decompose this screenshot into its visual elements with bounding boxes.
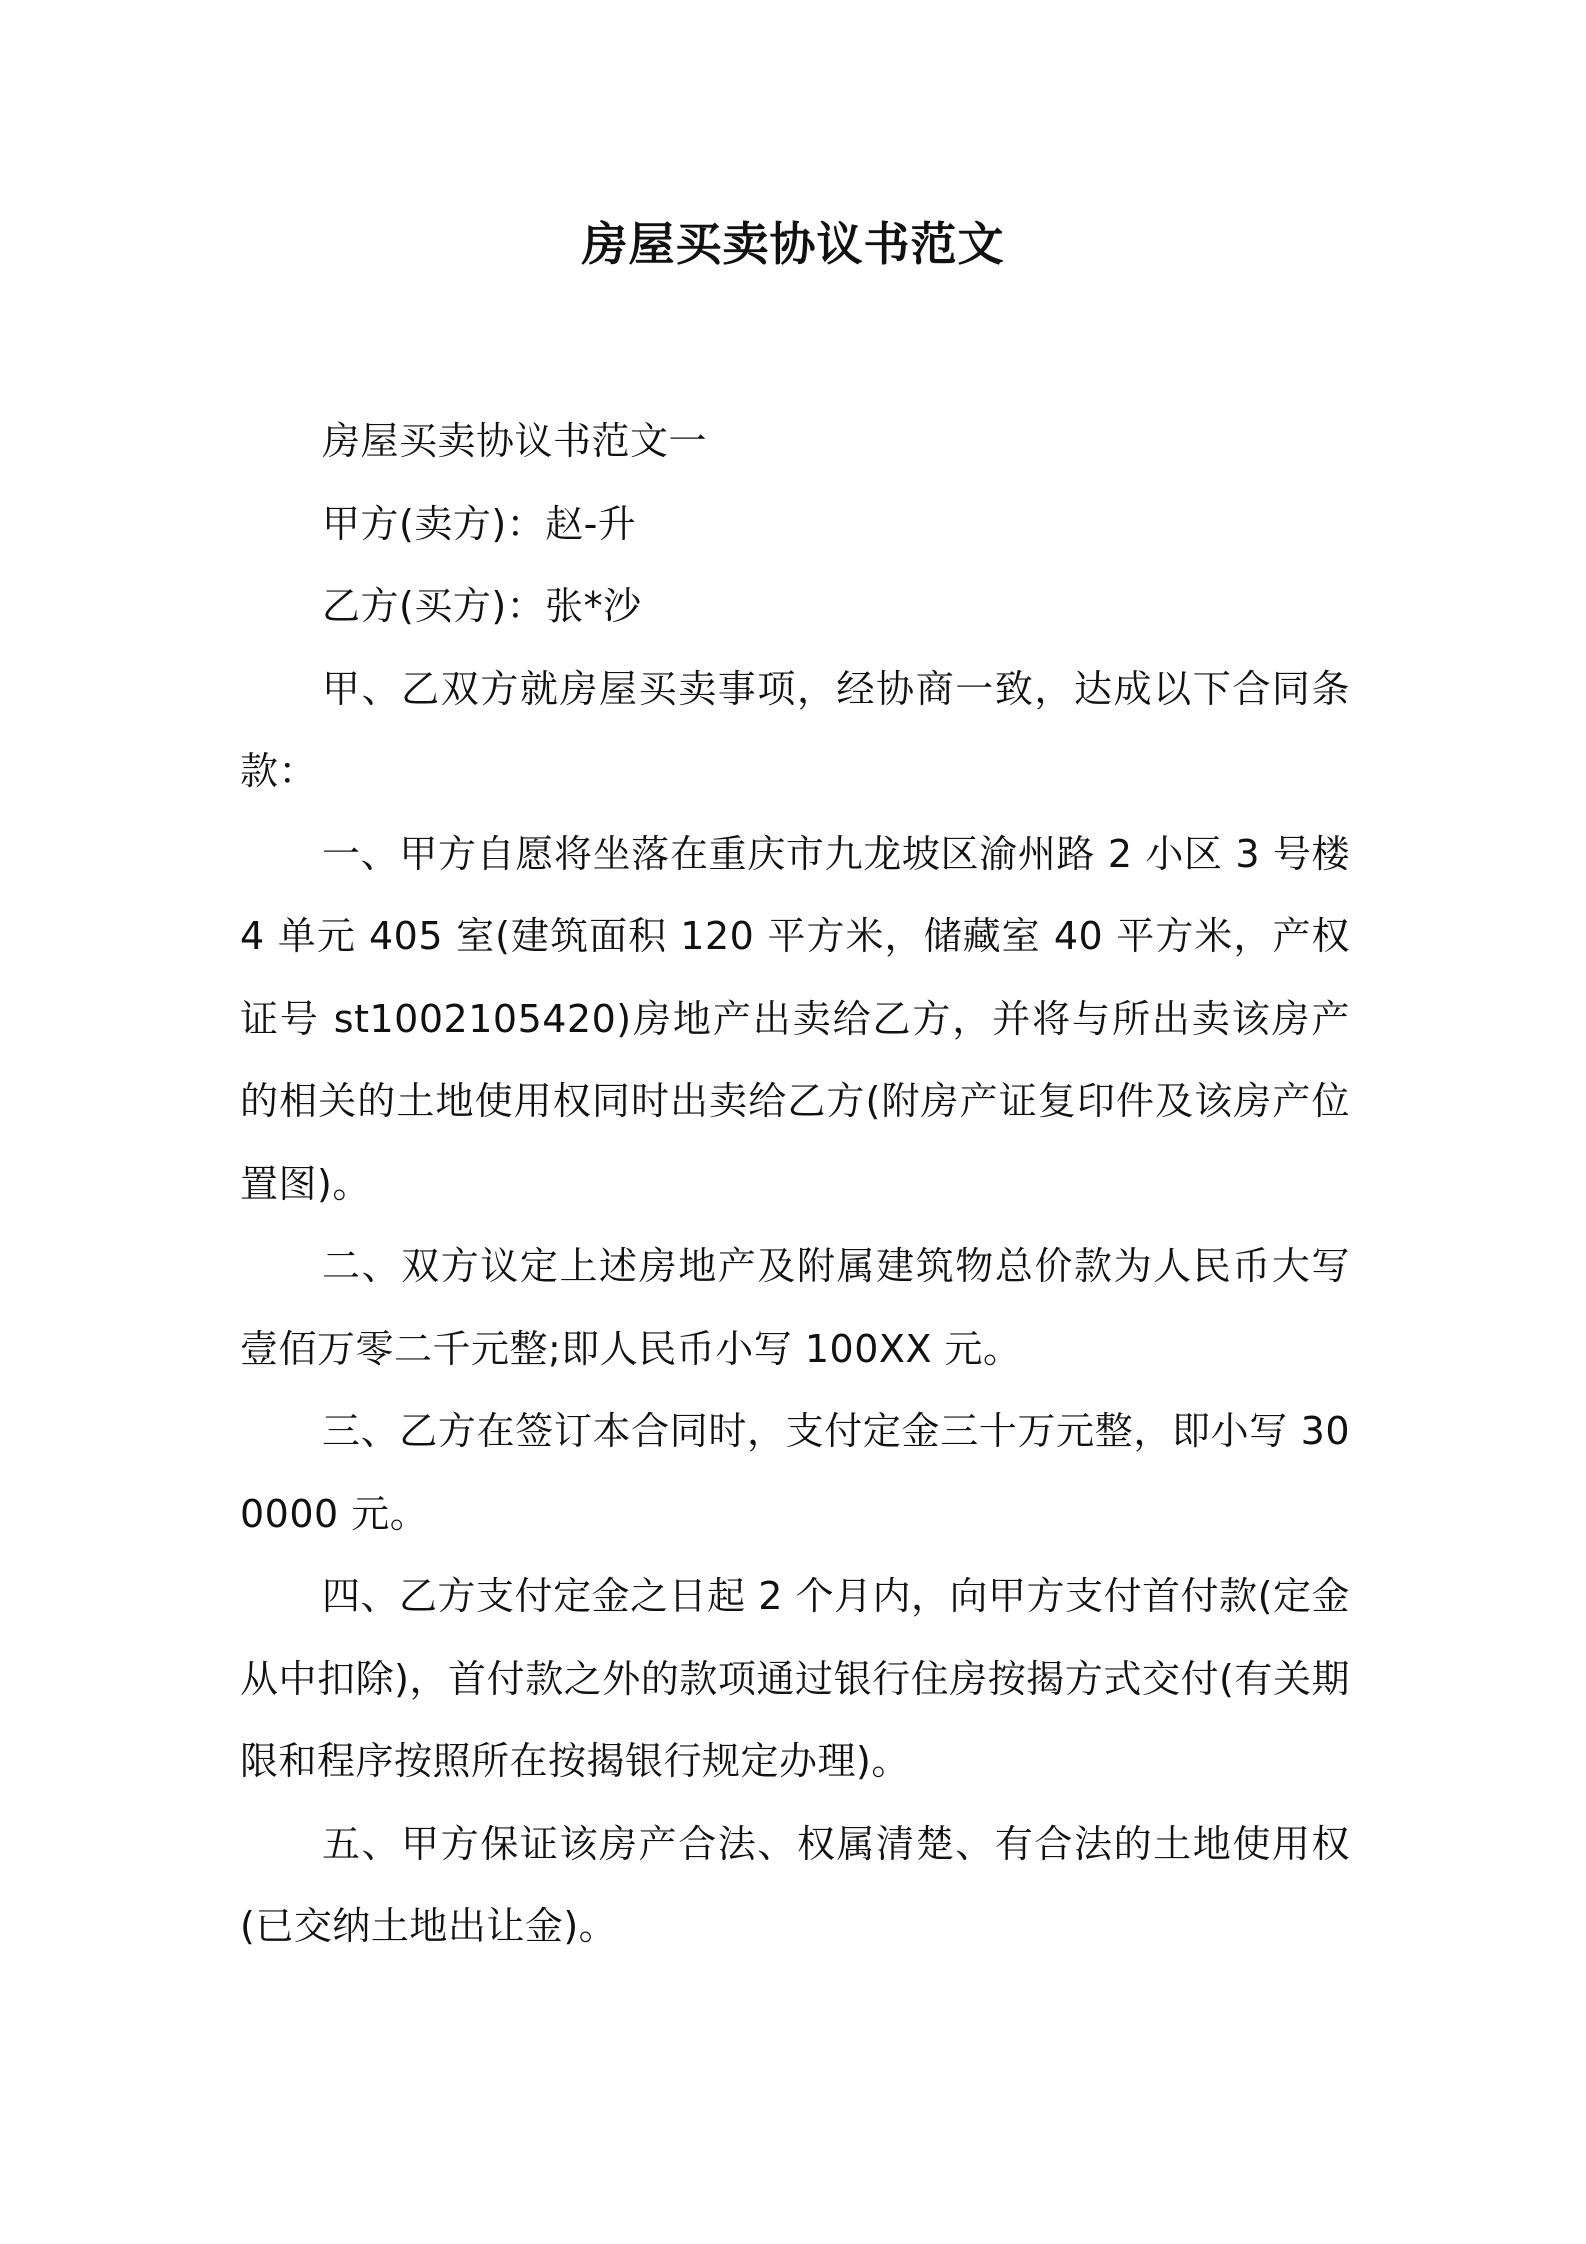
document-body bbox=[240, 400, 1350, 1968]
party-b-line: 乙方(买方)：张*沙 bbox=[322, 584, 642, 628]
agreement-intro-paragraph: 甲、乙双方就房屋买卖事项，经协商一致，达成以下合同条款： bbox=[240, 666, 1350, 793]
clause-5-paragraph: 五、甲方保证该房产合法、权属清楚、有合法的土地使用权(已交纳土地出让金)。 bbox=[240, 1821, 1350, 1948]
clause-2-paragraph: 二、双方议定上述房地产及附属建筑物总价款为人民币大写壹佰万零二千元整;即人民币小写 100XX 元。 bbox=[240, 1244, 1350, 1371]
document-title: 房屋买卖协议书范文 bbox=[581, 217, 1005, 271]
section-heading: 房屋买卖协议书范文一 bbox=[322, 419, 708, 463]
clause-3-paragraph: 三、乙方在签订本合同时，支付定金三十万元整，即小写 300000 元。 bbox=[240, 1409, 1350, 1536]
party-a-line: 甲方(卖方)：赵-升 bbox=[322, 501, 637, 546]
clause-4-paragraph: 四、乙方支付定金之日起 2 个月内，向甲方支付首付款(定金从中扣除)，首付款之外的款项通过银行住房按揭方式交付(有关期限和程序按照所在按揭银行规定办理)。 bbox=[240, 1574, 1350, 1783]
clause-1-paragraph: 一、甲方自愿将坐落在重庆市九龙坡区渝州路 2 小区 3 号楼 4 单元 405 室(建筑面积 120 平方米，储藏室 40 平方米，产权证号 st1002105420)房地产出卖给乙方，并将与所出卖该房产的相关的土地使用权同时出卖给乙方(附房产证复印件及该房产位置图)。 bbox=[240, 831, 1350, 1206]
